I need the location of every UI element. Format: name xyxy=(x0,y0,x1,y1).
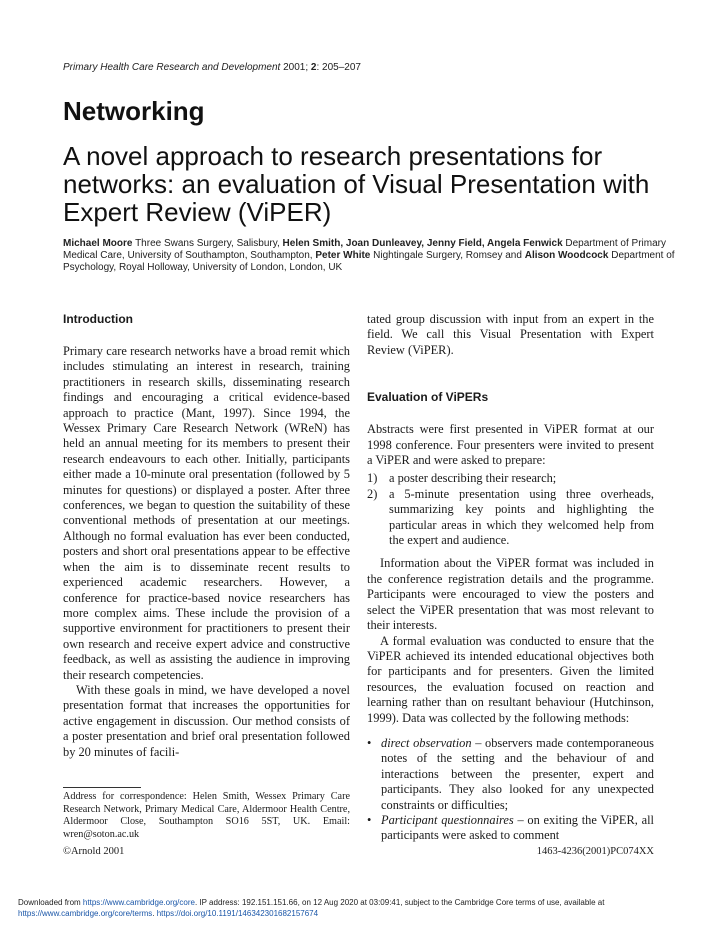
terms-link[interactable]: https://www.cambridge.org/core/terms xyxy=(18,909,153,918)
left-column xyxy=(63,312,350,760)
list-item xyxy=(367,487,654,549)
body-paragraph: tated group discussion with input from an expert in the field. We call this Visual Presentation with Expert Review (ViPER). xyxy=(367,312,654,357)
list-number: 1) xyxy=(367,471,378,486)
bullet-icon: • xyxy=(367,812,372,827)
evaluation-heading: Evaluation of ViPERs xyxy=(367,390,489,405)
list-item xyxy=(367,736,654,813)
list-text: a poster describing their research; xyxy=(389,471,557,486)
list-item xyxy=(367,813,654,844)
bullet-icon: • xyxy=(367,735,372,750)
download-text: . xyxy=(152,909,157,918)
introduction-paragraph: With these goals in mind, we have developed a novel presentation format that increases the opportunities for active engagement in discussion. Our method consists of a poster presentation and brief oral presentation followed by 20 minutes of facili- xyxy=(63,682,350,759)
doi-link[interactable]: https://doi.org/10.1191/146342301682157674 xyxy=(156,909,319,918)
download-text: Downloaded from xyxy=(18,898,83,907)
author-name: Michael Moore xyxy=(63,238,133,249)
journal-citation xyxy=(63,62,361,73)
author-list xyxy=(63,238,683,274)
author-name: Peter White xyxy=(315,250,371,261)
author-affiliation: Department of Psychology, Royal Holloway, University of London, London, UK xyxy=(63,250,675,273)
issn-code: 1463-4236(2001)PC074XX xyxy=(536,846,654,857)
body-paragraph: Information about the ViPER format was included in the conference registration details and the programme. Participants were encouraged to view the posters and select the ViPER presentation that was most relevant to their interests. xyxy=(367,556,654,633)
numbered-list xyxy=(367,471,654,548)
download-notice xyxy=(18,897,708,919)
bullet-list xyxy=(367,736,654,844)
author-affiliation: Three Swans Surgery, Salisbury, xyxy=(132,238,283,249)
cambridge-core-link[interactable]: https://www.cambridge.org/core xyxy=(82,898,195,907)
author-name: Alison Woodcock xyxy=(524,250,609,261)
list-text: – on exiting the ViPER, all participants were asked to comment xyxy=(381,812,654,843)
correspondence-note: Address for correspondence: Helen Smith, Wessex Primary Care Research Network, Primary Medical Care, Aldermoor Health Centre, Aldermoor Close, Southampton SO16 5ST, UK. Email: wren@soton.ac.uk xyxy=(63,791,350,840)
list-term: direct observation xyxy=(381,735,472,750)
journal-volume: 2 xyxy=(310,62,317,73)
copyright: ©Arnold 2001 xyxy=(63,846,125,857)
body-paragraph: A formal evaluation was conducted to ensure that the ViPER achieved its intended educational objectives both for participants and for presenters. Given the limited resources, the evaluation focused on reaction and learning rather than on resultant behaviour (Hutchinson, 1999). Data was collected by the following methods: xyxy=(367,633,654,725)
author-affiliation: Nightingale Surgery, Romsey and xyxy=(370,250,525,261)
list-text: a 5-minute presentation using three overheads, summarizing key points and highlighting the particular areas in which they welcomed help from the expert and audience. xyxy=(389,486,654,548)
footnote-divider xyxy=(63,787,141,788)
list-number: 2) xyxy=(367,486,378,501)
list-item xyxy=(367,471,654,486)
introduction-heading: Introduction xyxy=(63,312,133,326)
download-text: . IP address: 192.151.151.66, on 12 Aug 2020 at 03:09:41, subject to the Cambridge Core terms of use, available at xyxy=(194,898,605,907)
author-name: Helen Smith, Joan Dunleavey, Jenny Field, Angela Fenwick xyxy=(282,238,563,249)
author-affiliation: Department of Primary Medical Care, University of Southampton, Southampton, xyxy=(63,238,666,261)
list-term: Participant questionnaires xyxy=(381,812,514,827)
journal-name: Primary Health Care Research and Development xyxy=(63,62,281,73)
article-title: A novel approach to research presentations for networks: an evaluation of Visual Presentation with Expert Review (ViPER) xyxy=(63,141,650,227)
right-column xyxy=(367,312,654,844)
journal-pages: : 205–207 xyxy=(316,62,361,73)
journal-year: 2001; xyxy=(280,62,311,73)
introduction-paragraph: Primary care research networks have a broad remit which includes stimulating an interest in research, training practitioners in research skills, disseminating research findings and encouraging a critical evidence-based approach to practice (Mant, 1997). Since 1994, the Wessex Primary Care Research Network (WReN) has held an annual meeting for its members to present their research endeavours to each other. Initially, participants either made a 10-minute oral presentation (followed by 5 minutes for questions) or displayed a poster. After three conferences, we began to question the suitability of these conventional methods of presentation at our meetings. Although no formal evaluation has ever been conducted, posters and short oral presentations appear to be effective when the aim is to disseminate recent results to experienced academic researchers. However, a conference for practice-based novice researchers has more complex aims. These include the provision of a supportive environment for practitioners to present their own research and receive expert advice and constructive feedback, as well as assisting the audience in improving their research competencies. xyxy=(63,344,350,682)
body-paragraph: Abstracts were first presented in ViPER format at our 1998 conference. Four presenters were invited to present a ViPER and were asked to prepare: xyxy=(367,422,654,468)
section-title: Networking xyxy=(63,96,205,126)
list-text: – observers made contemporaneous notes of the setting and the behaviour of and interactions between the presenter, expert and participants. They also looked for any unexpected constraints or difficulties; xyxy=(381,735,654,812)
